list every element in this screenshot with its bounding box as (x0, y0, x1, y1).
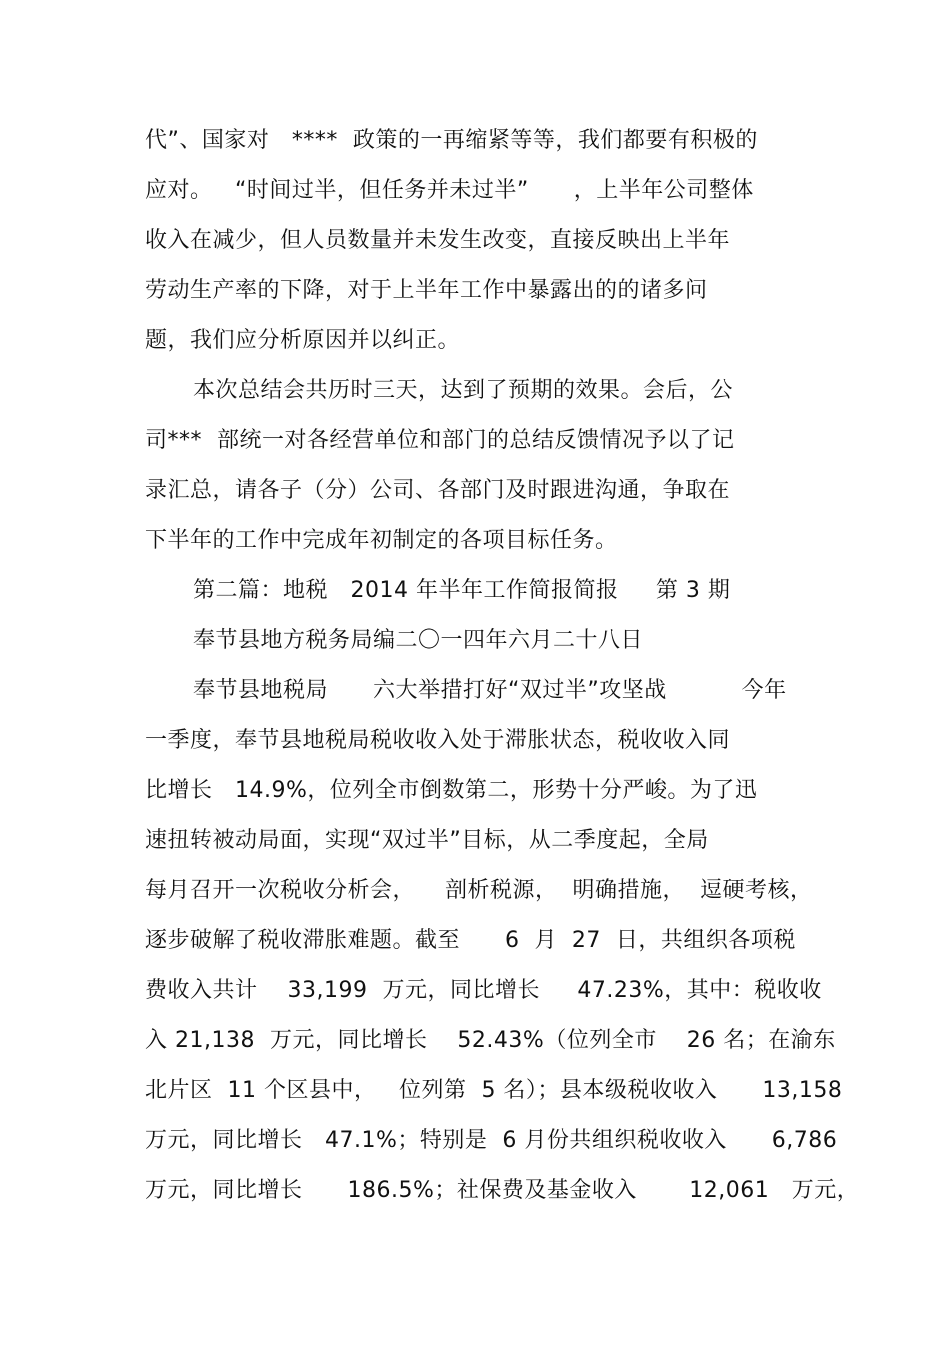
text-line: 下半年的工作中完成年初制定的各项目标任务。 (145, 528, 618, 553)
text-line: 奉节县地税局 六大举措打好“双过半”攻坚战 今年 (193, 678, 787, 703)
text-line: 比增长 14.9%，位列全市倒数第二，形势十分严峻。为了迅 (145, 778, 758, 803)
text-line: 逐步破解了税收滞胀难题。截至 6 月 27 日，共组织各项税 (145, 928, 796, 953)
text-line: 每月召开一次税收分析会， 剖析税源， 明确措施， 逗硬考核， (145, 878, 813, 903)
text-line: 代”、国家对 **** 政策的一再缩紧等等，我们都要有积极的 (145, 128, 758, 153)
text-line: 应对。 “时间过半，但任务并未过半” ，上半年公司整体 (145, 178, 754, 203)
text-line: 万元，同比增长 186.5%；社保费及基金收入 12,061 万元， (145, 1178, 860, 1203)
text-line: 本次总结会共历时三天，达到了预期的效果。会后，公 (193, 378, 734, 403)
text-line: 收入在减少，但人员数量并未发生改变，直接反映出上半年 (145, 228, 731, 253)
text-line: 劳动生产率的下降，对于上半年工作中暴露出的的诸多问 (145, 278, 708, 303)
text-line: 录汇总，请各子（分）公司、各部门及时跟进沟通，争取在 (145, 478, 731, 503)
text-line: 速扭转被动局面，实现“双过半”目标，从二季度起，全局 (145, 828, 709, 853)
text-line: 万元，同比增长 47.1%；特别是 6 月份共组织税收收入 6,786 (145, 1128, 838, 1153)
text-line: 题，我们应分析原因并以纠正。 (145, 328, 461, 353)
text-line: 北片区 11 个区县中， 位列第 5 名）；县本级税收收入 13,158 (145, 1078, 843, 1103)
section-heading: 第二篇：地税 2014 年半年工作简报简报 第 3 期 (193, 578, 731, 603)
publisher-date-line: 奉节县地方税务局编二〇一四年六月二十八日 (193, 628, 644, 653)
text-line: 费收入共计 33,199 万元，同比增长 47.23%，其中：税收收 (145, 978, 822, 1003)
text-line: 一季度，奉节县地税局税收收入处于滞胀状态，税收收入同 (145, 728, 731, 753)
text-line: 入 21,138 万元，同比增长 52.43%（位列全市 26 名；在渝东 (145, 1028, 836, 1053)
text-line: 司*** 部统一对各经营单位和部门的总结反馈情况予以了记 (145, 428, 735, 453)
